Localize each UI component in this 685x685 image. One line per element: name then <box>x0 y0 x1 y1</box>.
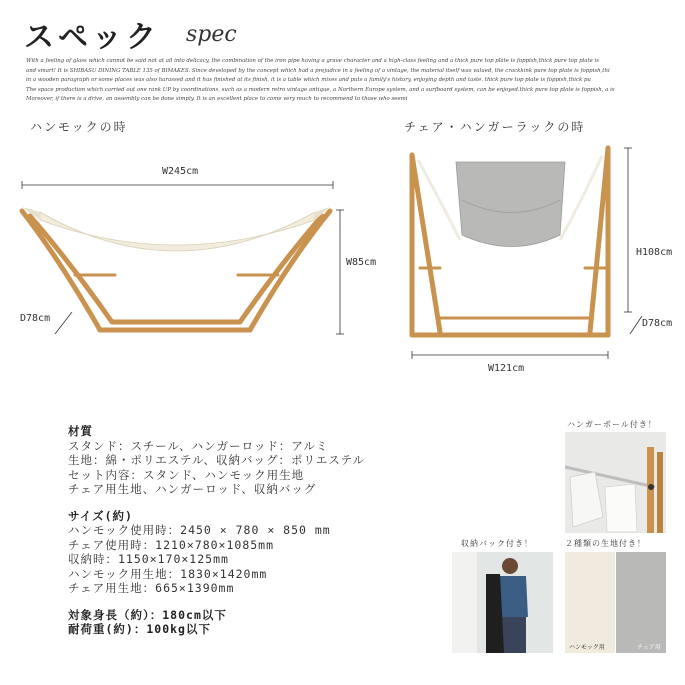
chair-fabric-swatch <box>616 552 666 653</box>
storage-bag-caption: 収納バック付き！ <box>461 539 533 548</box>
hammock-height-label: W85cm <box>346 257 377 268</box>
fabric-caption: ２種類の生地付き！ <box>565 539 646 548</box>
chair-fabric <box>456 162 565 247</box>
storage-bag-photo <box>452 552 553 653</box>
page-subtitle: spec <box>186 22 237 47</box>
material-line: 生地：綿・ポリエステル、収納バッグ：ポリエステル <box>68 453 366 467</box>
size-heading: サイズ(約) <box>68 508 133 523</box>
hammock-width-label: W245cm <box>162 166 199 177</box>
hammock-mode-label: ハンモックの時 <box>30 120 128 134</box>
size-line: ハンモック用生地：1830×1420mm <box>68 566 268 581</box>
spec-block <box>68 424 428 637</box>
storage-bag-image <box>452 552 553 653</box>
description-line: The space production which carried out one rank UP by coordinations, such as a modern retro vintage antique, a Northern Europe system, and a surfboard system, can be enjoyed.thick pure top plate is foppish, a is <box>26 86 615 93</box>
size-line: チェア用生地：665×1390mm <box>68 581 235 595</box>
hanger-pole-caption: ハンガーポール付き！ <box>567 420 657 429</box>
fabric-photo <box>565 552 666 653</box>
description-line: With a feeling of glass which cannot be said not at all into delicacy, the combination of the iron pipe having a grave character and a high-class feeling and a thick pure top plate is foppish,thick pure top plate is <box>26 58 600 64</box>
chair-depth-label: D78cm <box>642 318 673 329</box>
hanger-pole-image <box>565 432 666 533</box>
load-capacity: 耐荷重(約)：100kg以下 <box>68 622 211 636</box>
page-title: スペック <box>24 20 160 55</box>
material-line: スタンド：スチール、ハンガーロッド：アルミ <box>68 438 329 453</box>
chair-width-label: W121cm <box>488 363 525 374</box>
material-line: セット内容：スタンド、ハンモック用生地 <box>68 467 305 482</box>
chair-mode-label: チェア・ハンガーラックの時 <box>404 120 586 134</box>
description-line: Moreover, if there is a drive, an assembly can be done simply. It is an excellent place to come very much to recommend to those who seemi <box>26 96 408 103</box>
material-line: チェア用生地、ハンガーロッド、収納バッグ <box>68 482 317 496</box>
hammock-fabric <box>22 207 330 251</box>
size-line: チェア使用時：1210×780×1085mm <box>68 537 275 552</box>
description-line: and smart! It is SHIBASU DINING TABLE 135 of BIMAKES. Since developed by the concept which had a prejudice in a feeling of a vintage, the material itself was valued, the crackkink pure top plate is foppish,thi <box>26 67 610 74</box>
hammock-depth-label: D78cm <box>20 313 51 324</box>
target-height: 対象身長（約）：180cm以下 <box>68 607 227 622</box>
hanger-pole-photo <box>565 432 666 533</box>
hammock-fabric-swatch <box>565 552 615 653</box>
chair-height-label: H108cm <box>636 247 673 258</box>
chair-fabric-label: チェア用 <box>637 644 661 651</box>
material-heading: 材質 <box>68 424 93 438</box>
hammock-fabric-label: ハンモック用 <box>569 644 605 651</box>
description-line: in a wooden paragraph or some places was also harassed and it has finished at its finish, it is a table which mixes and puts a family's history, enjoying depth and taste. thick pure top plate is foppish,thick pu <box>26 77 591 84</box>
size-line: 収納時：1150×170×125mm <box>68 552 229 566</box>
size-line: ハンモック使用時：2450 × 780 × 850 mm <box>68 523 331 537</box>
